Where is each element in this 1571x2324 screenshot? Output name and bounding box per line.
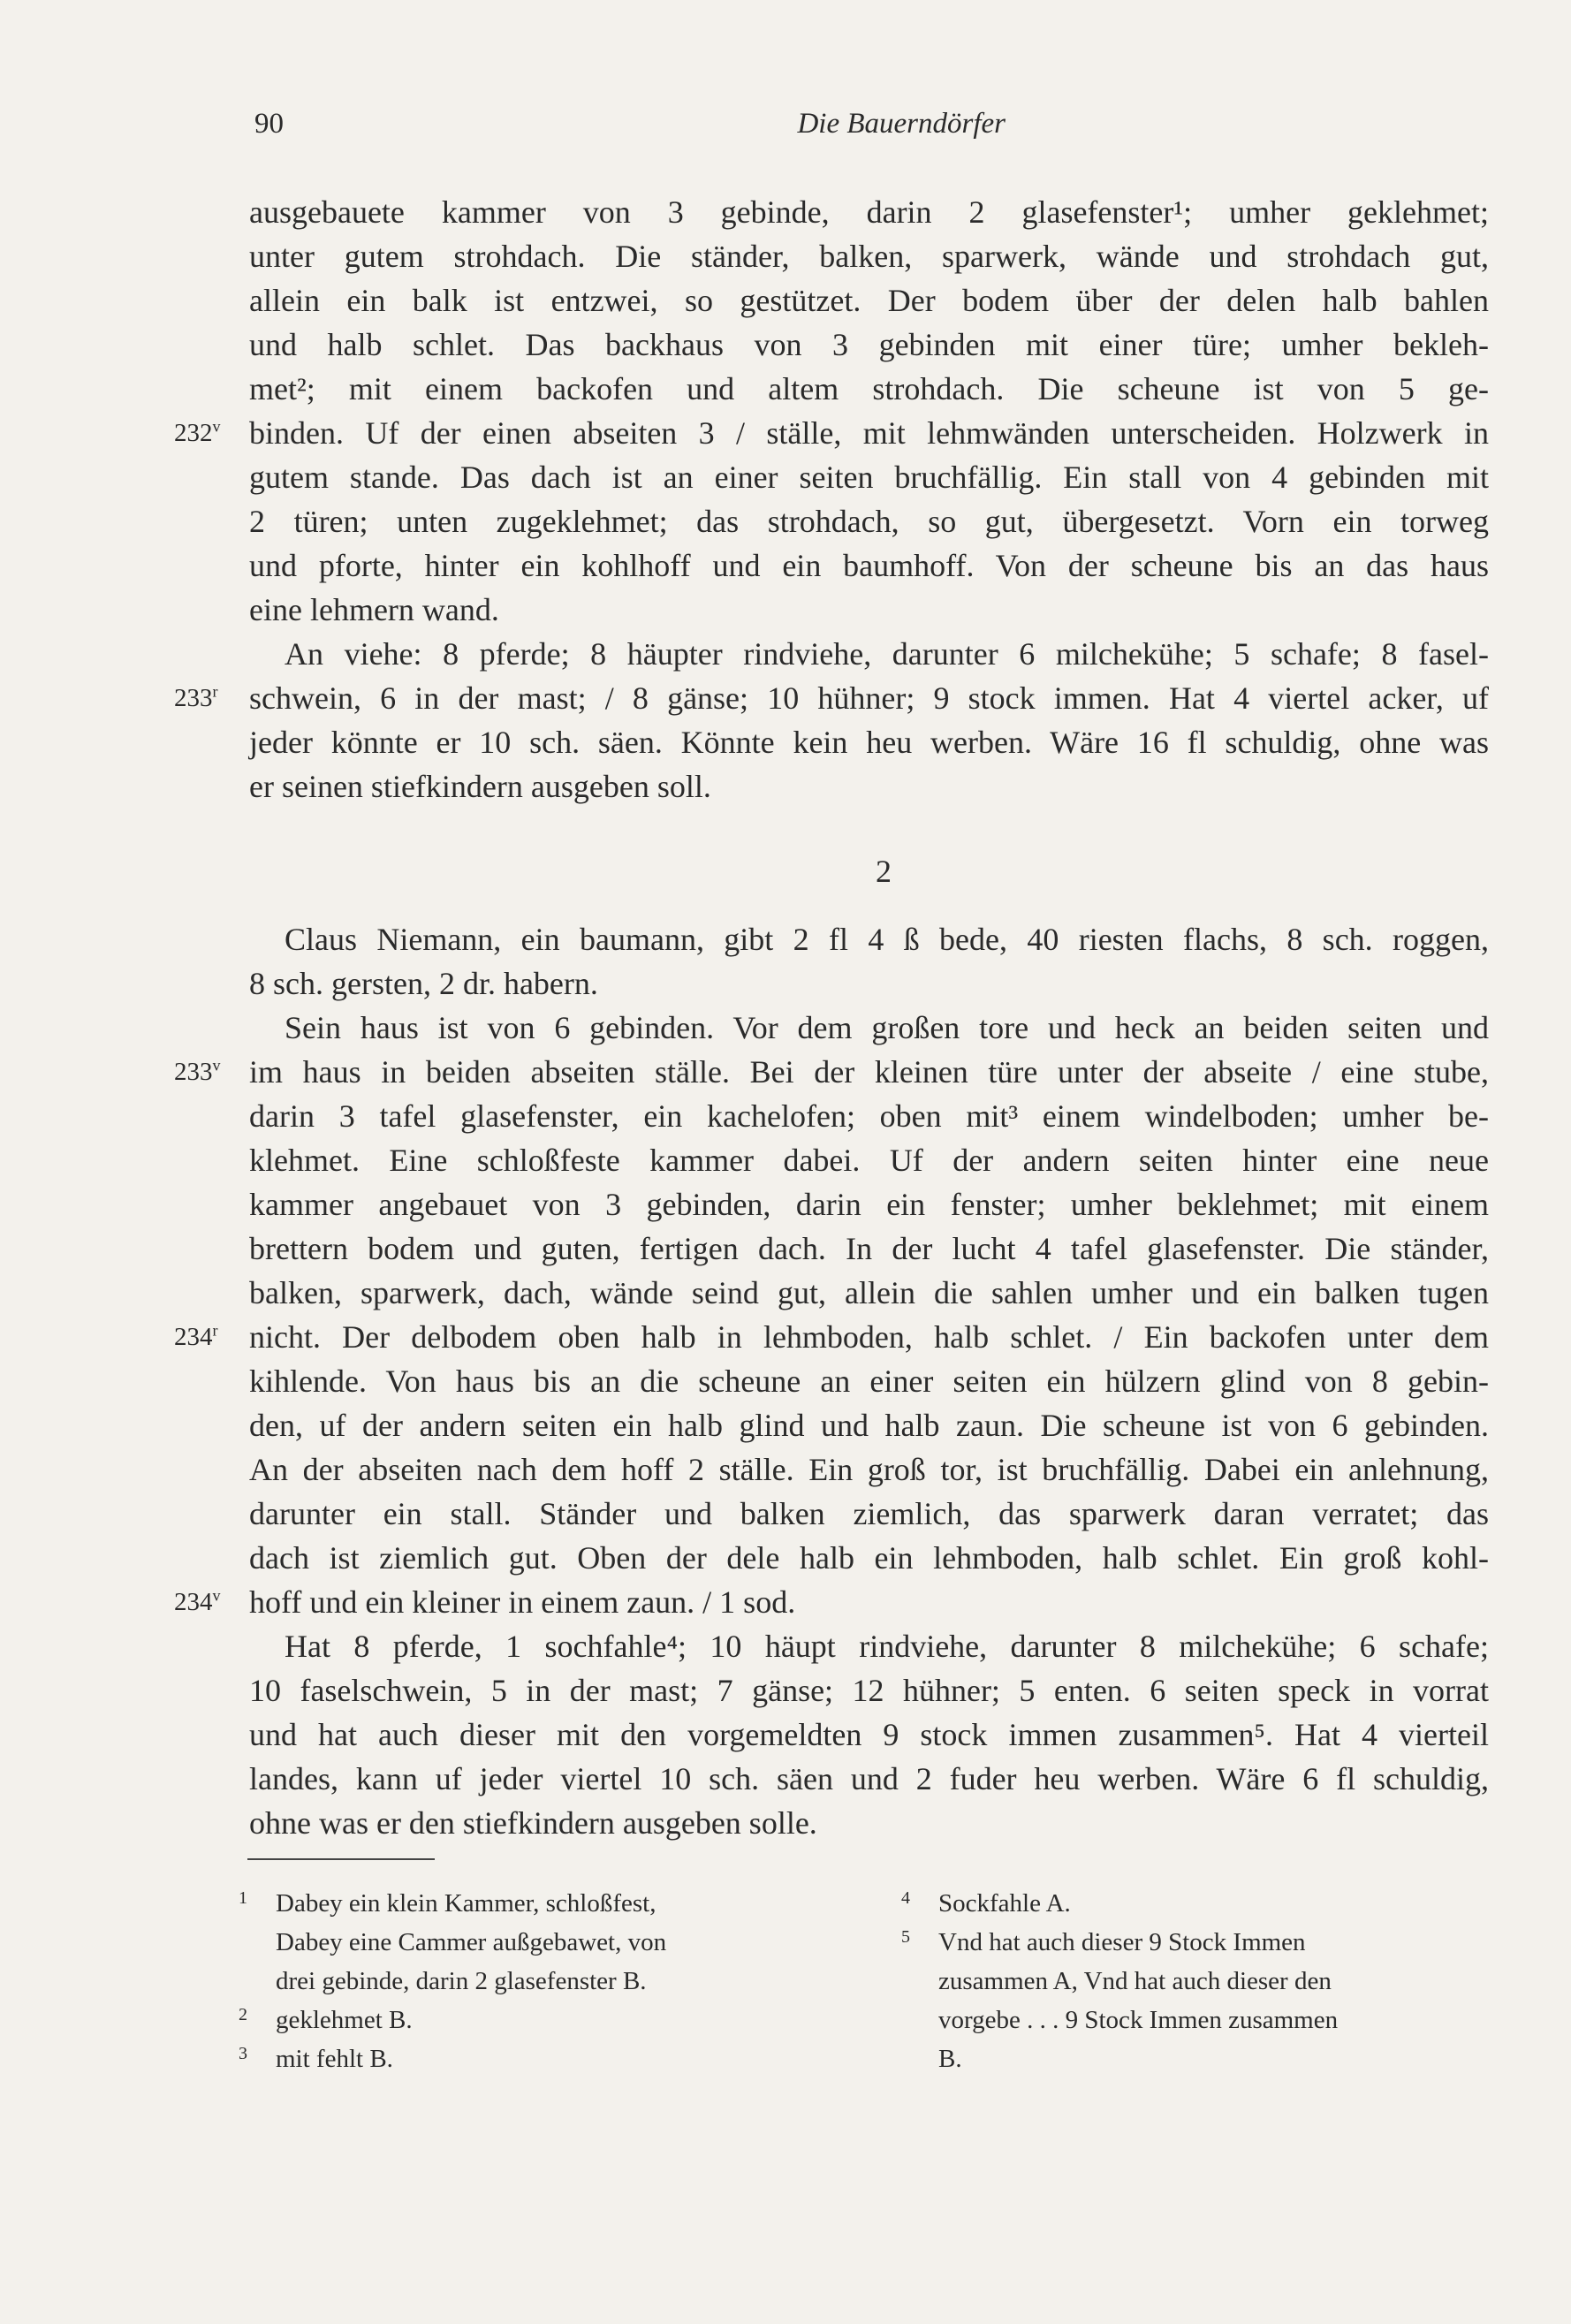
line-text: Hat 8 pferde, 1 sochfahle⁴; 10 häupt rindviehe, darunter 8 milchekühe; 6 schafe;	[285, 1629, 1489, 1664]
line-text: er seinen stiefkindern ausgeben soll.	[249, 769, 711, 804]
line-text: met²; mit einem backofen und altem strohdach. Die scheune ist von 5 ge-	[249, 371, 1489, 406]
text-line	[249, 1138, 1530, 1182]
text-line	[249, 1801, 1530, 1845]
text-line	[249, 1668, 1530, 1713]
footnotes-right-column	[901, 1884, 1537, 2078]
line-text: im haus in beiden abseiten ställe. Bei der kleinen türe unter der abseite / eine stube,	[249, 1054, 1489, 1090]
footnote-text: Vnd hat auch dieser 9 Stock Immen	[938, 1928, 1306, 1956]
line-text: ohne was er den stiefkindern ausgeben solle.	[249, 1805, 817, 1841]
line-text: An der abseiten nach dem hoff 2 ställe. Ein groß tor, ist bruchfällig. Dabei ein anlehnung,	[249, 1452, 1489, 1487]
text-line	[174, 1315, 1530, 1359]
folio-reference: 233$^v$	[174, 1056, 221, 1086]
line-text: An viehe: 8 pferde; 8 häupter rindviehe, darunter 6 milchekühe; 5 schafe; 8 fasel-	[285, 636, 1489, 672]
text-line	[249, 234, 1530, 278]
footnote-text: Sockfahle A.	[938, 1889, 1071, 1918]
footnote-line	[239, 2001, 866, 2039]
text-line	[249, 499, 1530, 543]
line-text: brettern bodem und guten, fertigen dach. In der lucht 4 tafel glasefenster. Die ständer,	[249, 1231, 1489, 1266]
footnote-text: geklehmet B.	[276, 2006, 413, 2034]
footnote-text: drei gebinde, darin 2 glasefenster B.	[276, 1967, 647, 1995]
line-text: und halb schlet. Das backhaus von 3 gebinden mit einer türe; umher bekleh-	[249, 327, 1489, 362]
running-head: Die Bauerndörfer	[797, 108, 1006, 140]
text-line	[249, 1536, 1530, 1580]
text-line	[249, 367, 1530, 411]
page-number: 90	[254, 108, 284, 140]
line-text: schwein, 6 in der mast; / 8 gänse; 10 hühner; 9 stock immen. Hat 4 viertel acker, uf	[249, 680, 1489, 716]
footnote-text: mit fehlt B.	[276, 2045, 393, 2073]
line-text: allein ein balk ist entzwei, so gestützet. Der bodem über der delen halb bahlen	[249, 283, 1489, 318]
footnote-rule	[247, 1858, 435, 1860]
text-line	[174, 1580, 1530, 1624]
text-line	[249, 1359, 1530, 1403]
text-line	[249, 543, 1530, 588]
folio-reference: 232$^v$	[174, 417, 221, 447]
footnote-text: Dabey eine Cammer außgebawet, von	[276, 1928, 667, 1956]
text-line	[249, 1624, 1530, 1668]
section-1-text	[174, 190, 1530, 809]
line-text: balken, sparwerk, dach, wände seind gut, allein die sahlen umher und ein balken tugen	[249, 1275, 1489, 1310]
footnote-mark: 2	[239, 2005, 247, 2024]
footnote-line	[239, 1923, 866, 1962]
footnote-line	[239, 1884, 866, 1923]
text-line	[249, 588, 1530, 632]
line-text: klehmet. Eine schloßfeste kammer dabei. Uf der andern seiten hinter eine neue	[249, 1143, 1489, 1178]
text-line	[249, 1271, 1530, 1315]
footnote-mark: 4	[901, 1888, 910, 1908]
line-text: darunter ein stall. Ständer und balken ziemlich, das sparwerk daran verratet; das	[249, 1496, 1489, 1531]
line-text: Sein haus ist von 6 gebinden. Vor dem großen tore und heck an beiden seiten und	[285, 1010, 1489, 1045]
text-line	[249, 1227, 1530, 1271]
footnote-mark: 3	[239, 2044, 247, 2063]
footnote-line	[239, 1962, 866, 2001]
footnote-line	[901, 2001, 1537, 2039]
text-line	[249, 1094, 1530, 1138]
text-line	[249, 1403, 1530, 1447]
folio-reference: 234$^r$	[174, 1321, 218, 1351]
text-line	[249, 455, 1530, 499]
line-text: dach ist ziemlich gut. Oben der dele halb ein lehmboden, halb schlet. Ein groß kohl-	[249, 1540, 1489, 1576]
footnote-text: B.	[938, 2045, 962, 2073]
footnote-line	[901, 1923, 1537, 1962]
footnote-line	[901, 1962, 1537, 2001]
line-text: landes, kann uf jeder viertel 10 sch. säen und 2 fuder heu werben. Wäre 6 fl schuldig,	[249, 1761, 1489, 1796]
text-line	[174, 676, 1530, 720]
text-line	[249, 764, 1530, 809]
text-line	[249, 1006, 1530, 1050]
text-line	[249, 961, 1530, 1006]
line-text: jeder könnte er 10 sch. säen. Könnte kein heu werben. Wäre 16 fl schuldig, ohne was	[249, 725, 1489, 760]
page-header	[254, 108, 1006, 147]
line-text: 10 faselschwein, 5 in der mast; 7 gänse; 12 hühner; 5 enten. 6 seiten speck in vorrat	[249, 1673, 1489, 1708]
text-line	[249, 1713, 1530, 1757]
line-text: Claus Niemann, ein baumann, gibt 2 fl 4 ß bede, 40 riesten flachs, 8 sch. roggen,	[285, 922, 1489, 957]
text-line	[249, 278, 1530, 323]
text-line	[249, 632, 1530, 676]
line-text: eine lehmern wand.	[249, 592, 499, 627]
section-2-text	[174, 917, 1530, 1845]
line-text: den, uf der andern seiten ein halb glind und halb zaun. Die scheune ist von 6 gebinden.	[249, 1408, 1489, 1443]
line-text: unter gutem strohdach. Die ständer, balken, sparwerk, wände und strohdach gut,	[249, 239, 1489, 274]
footnote-mark: 1	[239, 1888, 247, 1908]
folio-reference: 234$^v$	[174, 1586, 221, 1616]
line-text: 8 sch. gersten, 2 dr. habern.	[249, 966, 598, 1001]
text-line	[249, 1447, 1530, 1492]
line-text: und hat auch dieser mit den vorgemeldten 9 stock immen zusammen⁵. Hat 4 vierteil	[249, 1717, 1489, 1752]
text-line	[174, 411, 1530, 455]
footnote-line	[901, 1884, 1537, 1923]
line-text: binden. Uf der einen abseiten 3 / ställe, mit lehmwänden unterscheiden. Holzwerk in	[249, 415, 1489, 451]
footnote-text: vorgebe . . . 9 Stock Immen zusammen	[938, 2006, 1339, 2034]
text-line	[174, 1050, 1530, 1094]
line-text: hoff und ein kleiner in einem zaun. / 1 sod.	[249, 1584, 796, 1620]
folio-reference: 233$^r$	[174, 682, 218, 712]
text-line	[249, 190, 1530, 234]
line-text: kammer angebauet von 3 gebinden, darin ein fenster; umher beklehmet; mit einem	[249, 1187, 1489, 1222]
text-line	[249, 323, 1530, 367]
text-line	[249, 1182, 1530, 1227]
line-text: nicht. Der delbodem oben halb in lehmboden, halb schlet. / Ein backofen unter dem	[249, 1319, 1489, 1355]
section-number: 2	[876, 854, 892, 889]
line-text: darin 3 tafel glasefenster, ein kachelofen; oben mit³ einem windelboden; umher be-	[249, 1098, 1489, 1134]
footnote-line	[901, 2039, 1537, 2078]
footnote-text: zusammen A, Vnd hat auch dieser den	[938, 1967, 1332, 1995]
text-line	[249, 1757, 1530, 1801]
line-text: und pforte, hinter ein kohlhoff und ein baumhoff. Von der scheune bis an das haus	[249, 548, 1489, 583]
footnote-text: Dabey ein klein Kammer, schloßfest,	[276, 1889, 656, 1918]
text-line	[249, 917, 1530, 961]
footnote-line	[239, 2039, 866, 2078]
line-text: kihlende. Von haus bis an die scheune an einer seiten ein hülzern glind von 8 gebin-	[249, 1363, 1489, 1399]
footnotes-left-column	[239, 1884, 866, 2078]
text-line	[249, 1492, 1530, 1536]
footnote-mark: 5	[901, 1927, 910, 1947]
line-text: gutem stande. Das dach ist an einer seiten bruchfällig. Ein stall von 4 gebinden mit	[249, 459, 1489, 495]
text-line	[249, 720, 1530, 764]
line-text: ausgebauete kammer von 3 gebinde, darin 2 glasefenster¹; umher geklehmet;	[249, 194, 1489, 230]
line-text: 2 türen; unten zugeklehmet; das strohdach, so gut, übergesetzt. Vorn ein torweg	[249, 504, 1489, 539]
